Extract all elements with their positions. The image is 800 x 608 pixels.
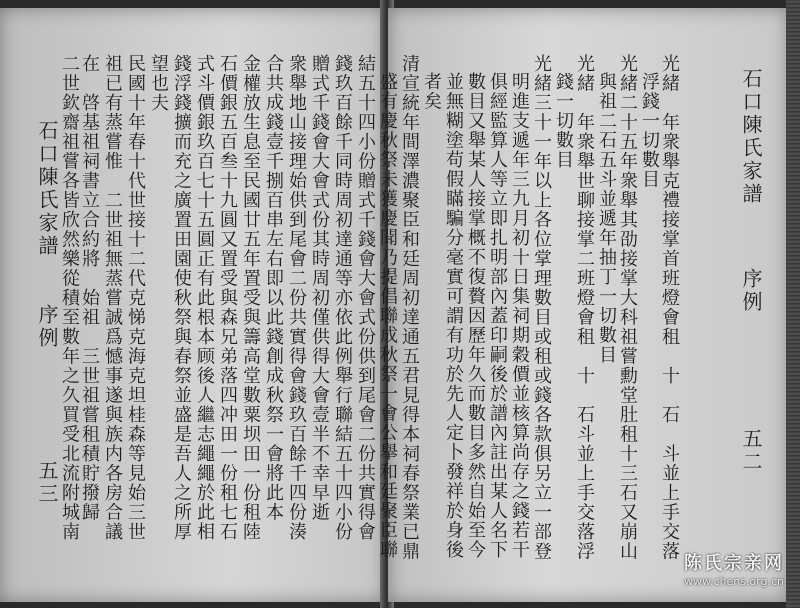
right-text-line: 浮錢一切數目 xyxy=(639,72,660,189)
site-watermark xyxy=(684,549,784,588)
right-text-line: 清宣統年間澤濃聚臣和廷周初達通五君見得本祠春祭業已鼎 xyxy=(399,54,420,561)
right-text-line: 數目又舉某人接掌概不復贅因歷年久而數目多然自始至今 xyxy=(465,72,486,560)
watermark-url: www.chens.org.cn xyxy=(683,575,784,588)
left-text-line: 贈式千錢會大會式份其時周初僅供得大會壹半不幸早逝 xyxy=(309,54,330,522)
left-page xyxy=(0,8,385,602)
left-text-line: 式斗價銀玖百七十五圓正有此根本顾後人繼志繩繩於此相 xyxy=(194,54,215,542)
right-text-line: 光緒三十一年以上各位掌理數目或租或錢各款俱另立一部登 xyxy=(531,54,552,561)
right-text-line: 俱經監算人等立即扎明部內蓋印嗣後於譜內註出某人名下 xyxy=(487,72,508,560)
right-text-line: 光緒 年衆舉克禮接掌首班燈會租 十 石 斗並上手交落 xyxy=(659,54,680,561)
page-edges xyxy=(786,0,800,608)
left-text-line: 望也夫 xyxy=(148,54,169,113)
right-text-line: 光緒二十五年衆舉其劭接掌大科祖嘗勳堂肚租十三石又崩山 xyxy=(617,54,638,561)
left-text-line: 錢浮錢擴而充之廣置田園使秋祭與春祭並盛是吾人之所厚 xyxy=(171,54,192,542)
right-section-title: 序例 xyxy=(739,268,763,314)
left-running-title: 石口陳氏家譜 xyxy=(35,120,59,258)
right-text-line: 者矣 xyxy=(421,72,442,111)
watermark-name: 陈氏宗亲网 xyxy=(683,553,784,574)
right-text-line: 盛有慶秋祭未獲慶聞乃提倡聯成秋祭一會公舉和廷聚臣聯 xyxy=(377,72,398,560)
right-page xyxy=(377,8,788,602)
left-text-line: 二世欽齋祖嘗各皆欣然樂從積至數年之久買受北流附城南 xyxy=(59,54,80,542)
right-text-line: 與祖二石五斗並遞年抽丁一切數目 xyxy=(596,72,617,365)
left-text-line: 合共成錢壹千捌百串左右即以此錢創成秋祭一會將此本 xyxy=(263,54,284,522)
left-text-line: 金權放生息至民國廿五年置受與籌高堂數粟坝田一份租陸 xyxy=(240,54,261,542)
left-text-line: 石價銀五百叁十九圓又置受與森兄弟落四冲田一份租七石 xyxy=(217,54,238,542)
right-text-line: 明進支遞年三九月初十日集祠期穀價並核算尚存之錢若干 xyxy=(509,72,530,560)
right-text-line: 光緒 年衆舉世聊接掌二班燈會租 十 石斗並上手交落浮 xyxy=(574,54,595,561)
left-text-line: 結五十四小份贈式千錢會大會式份供到尾會二份共實得會 xyxy=(355,54,376,542)
right-running-title: 石口陳氏家譜 xyxy=(739,68,763,206)
left-text-line: 錢玖百餘千同時周初達通等亦依此例舉行聯結五十四小份 xyxy=(332,54,353,542)
left-text-line: 在 啓基祖祠書立合約將 始祖 三世祖嘗租積貯撥歸 xyxy=(79,54,100,522)
right-page-number: 五二 xyxy=(739,428,763,474)
left-text-line: 民國十年春十代世接十二代克悌克海克坦桂森等見始三世 xyxy=(125,54,146,542)
left-section-title: 序例 xyxy=(35,304,59,350)
left-text-line: 祖已有蒸嘗惟 二世祖無蒸嘗誠爲憾事遂與族内各房合議 xyxy=(102,54,123,542)
left-text-line: 衆舉地山接理始供到尾會二份共實得會錢玖百餘千四份湊 xyxy=(286,54,307,542)
left-page-number: 五三 xyxy=(35,460,59,506)
right-text-line: 並無糊塗苟假瞞騙分毫實可謂有功於先人定卜發祥於身後 xyxy=(443,72,464,560)
right-text-line: 錢一切數目 xyxy=(553,72,574,170)
